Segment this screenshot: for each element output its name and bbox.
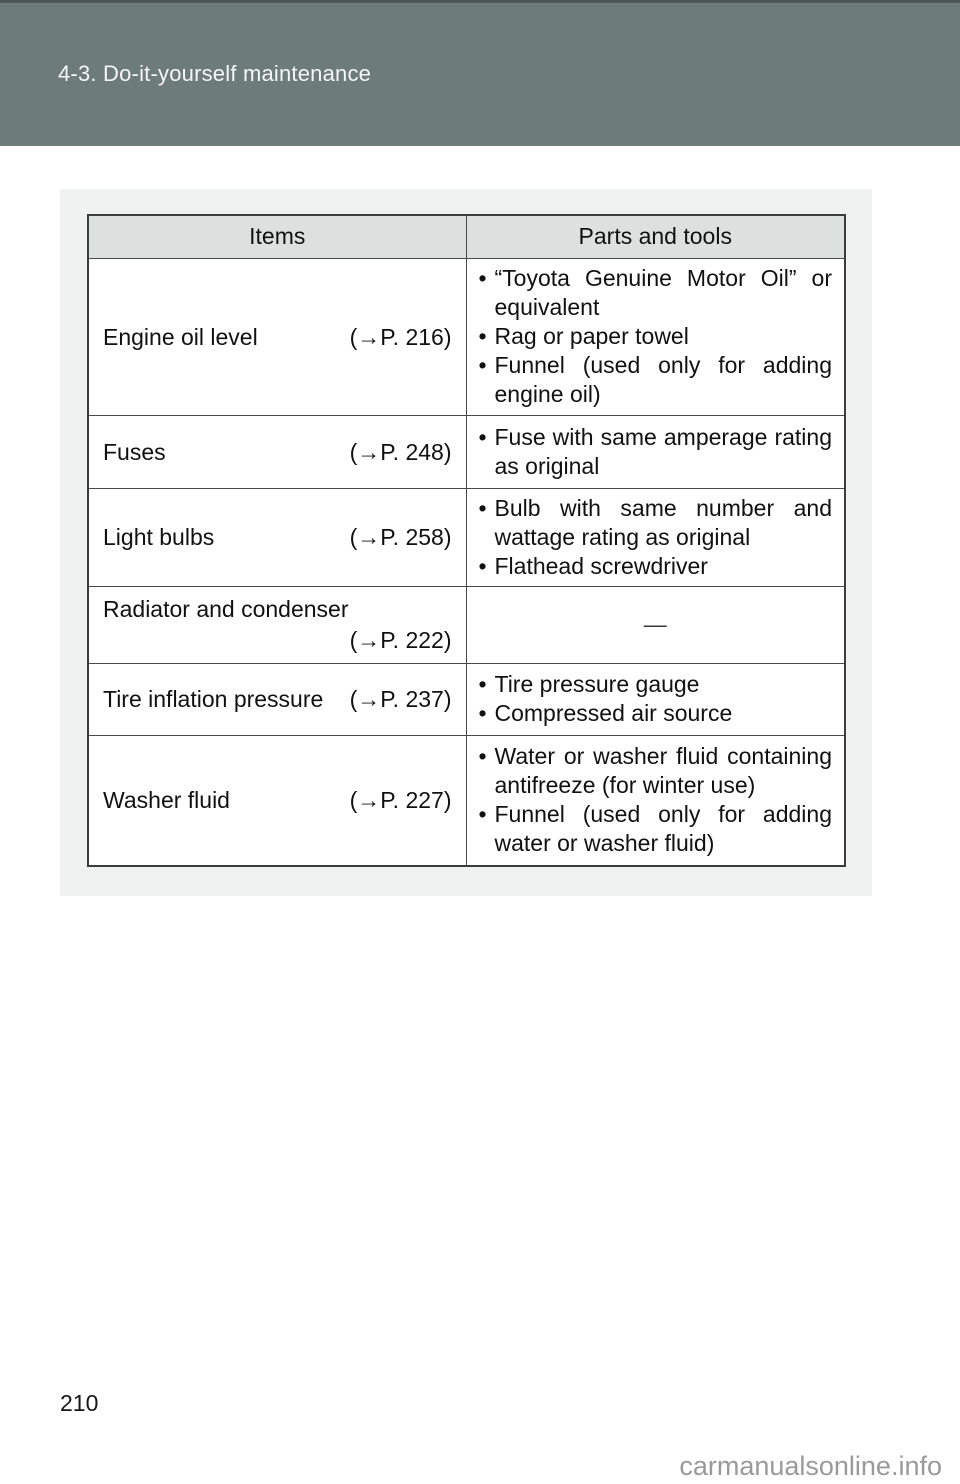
item-cell bbox=[88, 415, 466, 488]
tools-list bbox=[478, 423, 833, 481]
tools-list bbox=[478, 670, 833, 728]
item-cell bbox=[88, 586, 466, 663]
tool-item: • Bulb with same number and wattage rating as original bbox=[478, 494, 833, 552]
tool-item: • Water or washer fluid containing antifreeze (for winter use) bbox=[478, 742, 833, 800]
item-page-ref: (→P. 222) bbox=[349, 626, 452, 653]
tool-item: • Rag or paper towel bbox=[478, 322, 833, 351]
table-header-row bbox=[88, 215, 845, 258]
item-name: Washer fluid bbox=[103, 787, 230, 814]
table-row-fuses bbox=[88, 415, 845, 488]
tool-item: • Funnel (used only for adding engine oil) bbox=[478, 351, 833, 409]
tools-list bbox=[478, 494, 833, 581]
chapter-header-bar bbox=[0, 3, 960, 146]
tools-cell bbox=[466, 415, 845, 488]
tool-item: • Tire pressure gauge bbox=[478, 670, 833, 699]
item-page-ref: (→P. 227) bbox=[349, 787, 452, 814]
tools-list bbox=[478, 264, 833, 409]
tool-item: • Compressed air source bbox=[478, 699, 833, 728]
item-page-ref: (→P. 237) bbox=[349, 686, 452, 712]
tools-cell bbox=[466, 488, 845, 586]
table-row-engine-oil-level bbox=[88, 258, 845, 415]
item-name: Engine oil level bbox=[103, 323, 258, 350]
item-page-ref: (→P. 216) bbox=[349, 323, 452, 350]
item-name: Tire inflation pressure bbox=[103, 686, 324, 712]
watermark[interactable]: carmanualsonline.info bbox=[679, 1451, 942, 1481]
maintenance-table bbox=[87, 214, 846, 867]
page-number: 210 bbox=[60, 1390, 99, 1416]
col-header-items: Items bbox=[88, 215, 466, 258]
item-name: Fuses bbox=[103, 438, 166, 465]
tools-cell bbox=[466, 735, 845, 866]
chapter-title: 4-3. Do-it-yourself maintenance bbox=[58, 61, 372, 86]
table-row-light-bulbs bbox=[88, 488, 845, 586]
item-name: Light bulbs bbox=[103, 524, 215, 550]
item-cell bbox=[88, 488, 466, 586]
tools-cell bbox=[466, 258, 845, 415]
table-row-radiator-and-condenser bbox=[88, 586, 845, 663]
tools-cell bbox=[466, 663, 845, 735]
tool-item: • Flathead screwdriver bbox=[478, 552, 833, 581]
tool-item: • Funnel (used only for adding water or washer fluid) bbox=[478, 800, 833, 858]
table-row-tire-inflation-pressure bbox=[88, 663, 845, 735]
tool-item: • Fuse with same amperage rating as original bbox=[478, 423, 833, 481]
col-header-parts-and-tools: Parts and tools bbox=[466, 215, 845, 258]
tools-list bbox=[478, 742, 833, 858]
no-tools-dash: — bbox=[643, 611, 667, 637]
tool-item: • “Toyota Genuine Motor Oil” or equivalent bbox=[478, 264, 833, 322]
item-page-ref: (→P. 248) bbox=[349, 438, 452, 465]
item-cell bbox=[88, 258, 466, 415]
item-cell bbox=[88, 735, 466, 866]
item-cell bbox=[88, 663, 466, 735]
item-name: Radiator and condenser bbox=[103, 595, 349, 622]
table-row-washer-fluid bbox=[88, 735, 845, 866]
tools-cell-empty bbox=[466, 586, 845, 663]
item-page-ref: (→P. 258) bbox=[349, 524, 452, 550]
